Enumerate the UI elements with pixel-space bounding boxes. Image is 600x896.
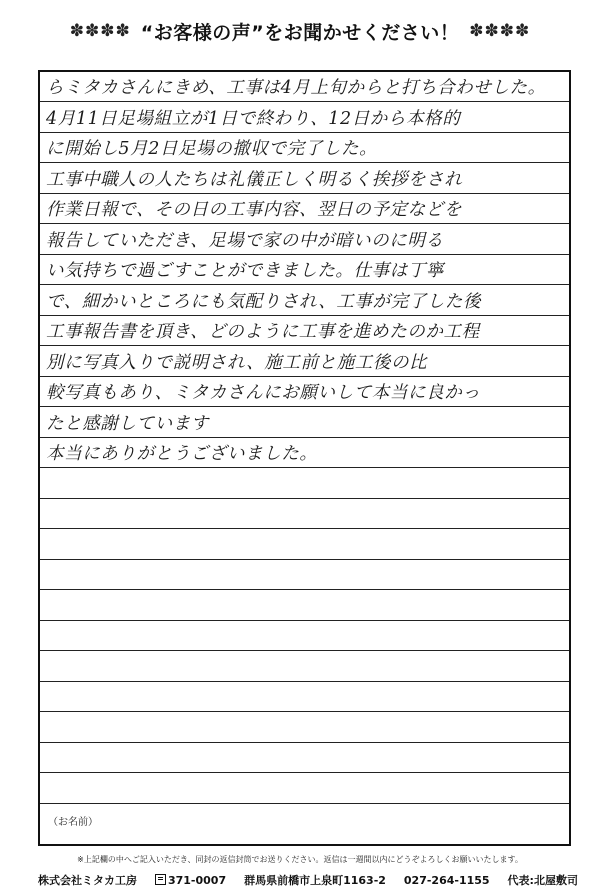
comment-line-text: 較写真もあり、ミタカさんにお願いして本当に良かっ: [46, 383, 481, 403]
comment-line-text: い気持ちで過ごすことができました。仕事は丁寧: [46, 261, 445, 281]
comment-line[interactable]: [40, 164, 569, 194]
comment-line[interactable]: [40, 560, 569, 590]
comment-line-text: 4月11日足場組立が1日で終わり、12日から本格的: [46, 108, 461, 129]
decorative-stars-right: ✽✽✽✽: [469, 21, 531, 41]
comment-line[interactable]: [40, 408, 569, 438]
comment-line[interactable]: [40, 469, 569, 499]
comment-line-text: 本当にありがとうございました。: [46, 444, 318, 464]
comment-line[interactable]: [40, 713, 569, 743]
comment-line[interactable]: [40, 743, 569, 773]
form-header: [0, 14, 600, 48]
comment-line-text: 工事報告書を頂き、どのように工事を進めたのか工程: [46, 322, 480, 342]
decorative-stars-left: ✽✽✽✽: [69, 21, 131, 41]
comment-line-text: に開始し5月2日足場の撤収で完了した。: [46, 139, 378, 159]
comment-line[interactable]: [40, 316, 569, 346]
comment-line[interactable]: [40, 72, 569, 102]
return-notice: ※上記欄の中へご記入いただき、同封の返信封筒でお送りください。返信は一週間以内にどうぞよろしくお願いいたします。: [77, 855, 523, 864]
comment-line[interactable]: [40, 438, 569, 468]
comment-box: [38, 70, 571, 846]
comment-line-text: らミタカさんにきめ、工事は4月上旬からと打ち合わせした。: [46, 78, 546, 98]
postal-mark-icon: [155, 874, 166, 885]
comment-line[interactable]: [40, 133, 569, 163]
name-field[interactable]: [40, 804, 569, 846]
postal-code: [155, 874, 226, 887]
company-name: 株式会社ミタカ工房: [38, 874, 137, 887]
name-field-label: （お名前）: [48, 817, 98, 828]
comment-line[interactable]: [40, 621, 569, 651]
comment-line[interactable]: [40, 225, 569, 255]
representative-name: 代表:北屋敷司: [507, 874, 578, 887]
comment-line[interactable]: [40, 774, 569, 804]
company-phone: 027-264-1155: [403, 873, 490, 887]
comment-line[interactable]: [40, 652, 569, 682]
company-address: 群馬県前橋市上泉町1163-2: [244, 874, 386, 887]
form-title: “お客様の声”をお聞かせください！: [140, 21, 460, 44]
comment-line[interactable]: [40, 530, 569, 560]
comment-line[interactable]: [40, 499, 569, 529]
comment-line-text: たと感謝しています: [46, 413, 209, 434]
postal-code-value: 371-0007: [167, 873, 227, 887]
comment-line[interactable]: [40, 255, 569, 285]
comment-line-text: 工事中職人の人たちは礼儀正しく明るく挨拶をされ: [46, 169, 463, 190]
comment-line-text: 報告していただき、足場で家の中が暗いのに明る: [46, 230, 444, 251]
comment-line[interactable]: [40, 103, 569, 133]
comment-line[interactable]: [40, 194, 569, 224]
comment-line[interactable]: [40, 286, 569, 316]
comment-line[interactable]: [40, 347, 569, 377]
comment-line[interactable]: [40, 682, 569, 712]
comment-line[interactable]: [40, 591, 569, 621]
comment-line[interactable]: [40, 377, 569, 407]
comment-line-text: で、細かいところにも気配りされ、工事が完了した後: [46, 291, 482, 312]
comment-line-text: 別に写真入りで説明され、施工前と施工後の比: [46, 352, 428, 373]
comment-line-text: 作業日報で、その日の工事内容、翌日の予定などを: [46, 200, 462, 220]
company-footer: [38, 872, 578, 888]
